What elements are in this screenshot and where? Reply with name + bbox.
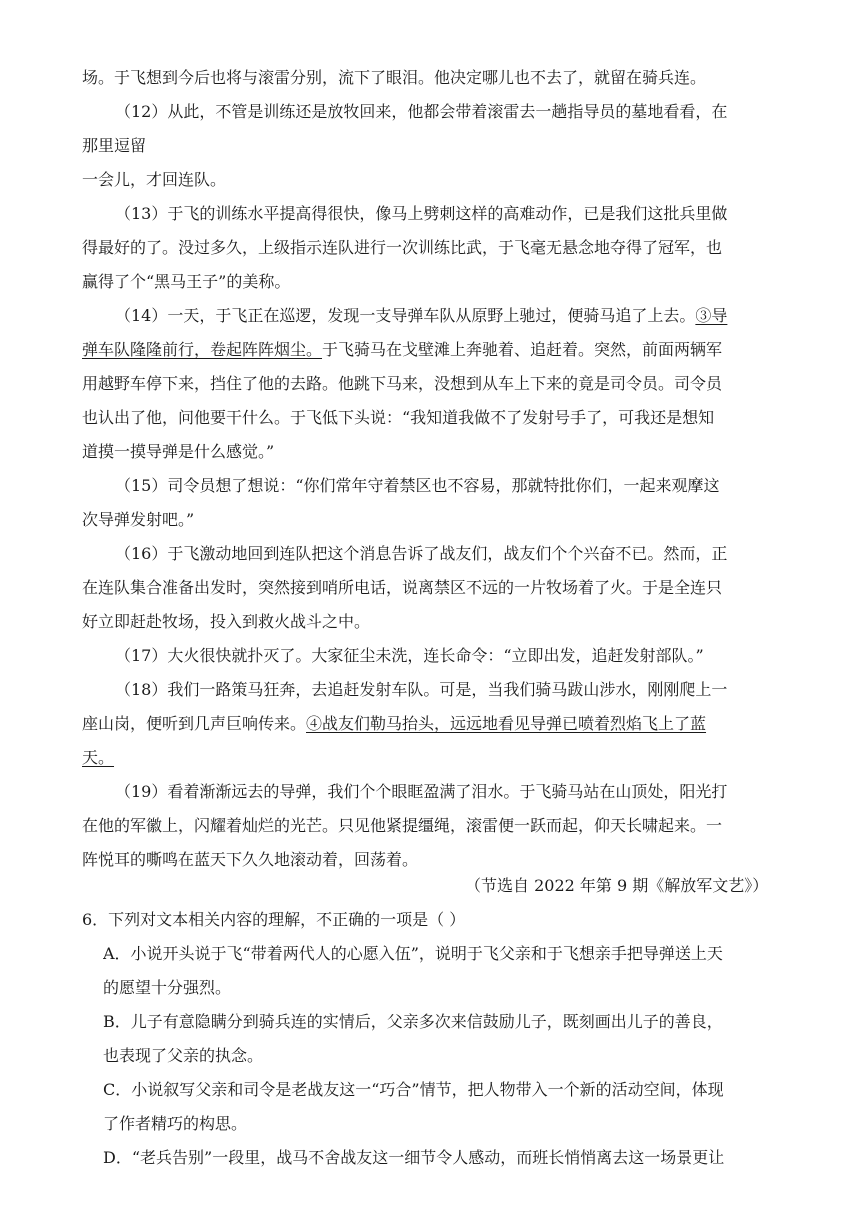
passage-line [82,714,772,734]
passage-line: 用越野车停下来，挡住了他的去路。他跳下马来，没想到从车上下来的竟是司令员。司令员 [82,374,723,393]
passage-line: 也认出了他，问他要干什么。于飞低下头说：“我知道我做不了发射号手了，可我还是想知 [82,408,715,427]
passage-line: 赢得了个“黑马王子”的美称。 [82,272,291,291]
underlined-sentence-3: ③导 [695,306,728,325]
passage-line [82,748,772,768]
passage-line [115,306,772,326]
passage-line: 一会儿，才回连队。 [82,170,227,189]
source-citation: （节选自 2022 年第 9 期《解放军文艺》） [465,876,769,895]
passage-text: 座山岗，便听到几声巨响传来。 [82,714,307,733]
option-a: A．小说开头说于飞“带着两代人的心愿入伍”，说明于飞父亲和于飞想亲手把导弹送上天 [103,944,723,963]
option-c-cont: 了作者精巧的构思。 [103,1114,248,1133]
passage-line: 场。于飞想到今后也将与滚雷分别，流下了眼泪。他决定哪儿也不去了，就留在骑兵连。 [82,68,707,87]
passage-line: （18）我们一路策马狂奔，去追赶发射车队。可是，当我们骑马跋山涉水，刚刚爬上一 [115,680,728,699]
passage-line: 道摸一摸导弹是什么感觉。” [82,442,275,461]
passage-line: 阵悦耳的嘶鸣在蓝天下久久地滚动着，回荡着。 [82,850,419,869]
passage-line: （17）大火很快就扑灭了。大家征尘未洗，连长命令：“立即出发，追赶发射部队。” [115,646,704,665]
passage-line: 好立即赶赴牧场，投入到救火战斗之中。 [82,612,371,631]
passage-line: （12）从此，不管是训练还是放牧回来，他都会带着滚雷去一趟指导员的墓地看看，在 [115,102,728,121]
underlined-sentence-4: ④战友们勒马抬头，远远地看见导弹已喷着烈焰飞上了蓝 [306,714,707,733]
underlined-sentence-4-cont: 天。 [82,748,115,767]
passage-line: 在连队集合准备出发时，突然接到哨所电话，说离禁区不远的一片牧场着了火。于是全连只 [82,578,723,597]
option-d: D．“老兵告别”一段里，战马不舍战友这一细节令人感动，而班长悄悄离去这一场景更让 [103,1148,725,1167]
passage-line: 得最好的了。没过多久，上级指示连队进行一次训练比武，于飞毫无悬念地夺得了冠军，也 [82,238,723,257]
passage-line [82,340,772,360]
passage-line: 在他的军徽上，闪耀着灿烂的光芒。只见他紧提缰绳，滚雷便一跃而起，仰天长啸起来。一 [82,816,723,835]
option-a-cont: 的愿望十分强烈。 [103,978,232,997]
option-b: B．儿子有意隐瞒分到骑兵连的实情后，父亲多次来信鼓励儿子，既刻画出儿子的善良， [103,1012,723,1031]
passage-line: （15）司令员想了想说：“你们常年守着禁区也不容易，那就特批你们，一起来观摩这 [115,476,720,495]
passage-text: 于飞骑马在戈壁滩上奔驰着、追赶着。突然，前面两辆军 [322,340,723,359]
underlined-sentence-3-cont: 弹车队隆隆前行，卷起阵阵烟尘。 [82,340,323,359]
passage-line: 那里逗留 [82,136,147,155]
passage-line: （16）于飞激动地回到连队把这个消息告诉了战友们，战友们个个兴奋不已。然而，正 [115,544,728,563]
option-b-cont: 也表现了父亲的执念。 [103,1046,264,1065]
question-stem: 6．下列对文本相关内容的理解，不正确的一项是（ ） [82,910,466,929]
passage-line: （13）于飞的训练水平提高得很快，像马上劈刺这样的高难动作，已是我们这批兵里做 [115,204,728,223]
option-c: C．小说叙写父亲和司令是老战友这一“巧合”情节，把人物带入一个新的活动空间，体现 [103,1080,724,1099]
passage-line: （19）看着渐渐远去的导弹，我们个个眼眶盈满了泪水。于飞骑马站在山顶处，阳光打 [115,782,728,801]
passage-text: （14）一天，于飞正在巡逻，发现一支导弹车队从原野上驰过，便骑马追了上去。 [115,306,696,325]
passage-line: 次导弹发射吧。” [82,510,195,529]
